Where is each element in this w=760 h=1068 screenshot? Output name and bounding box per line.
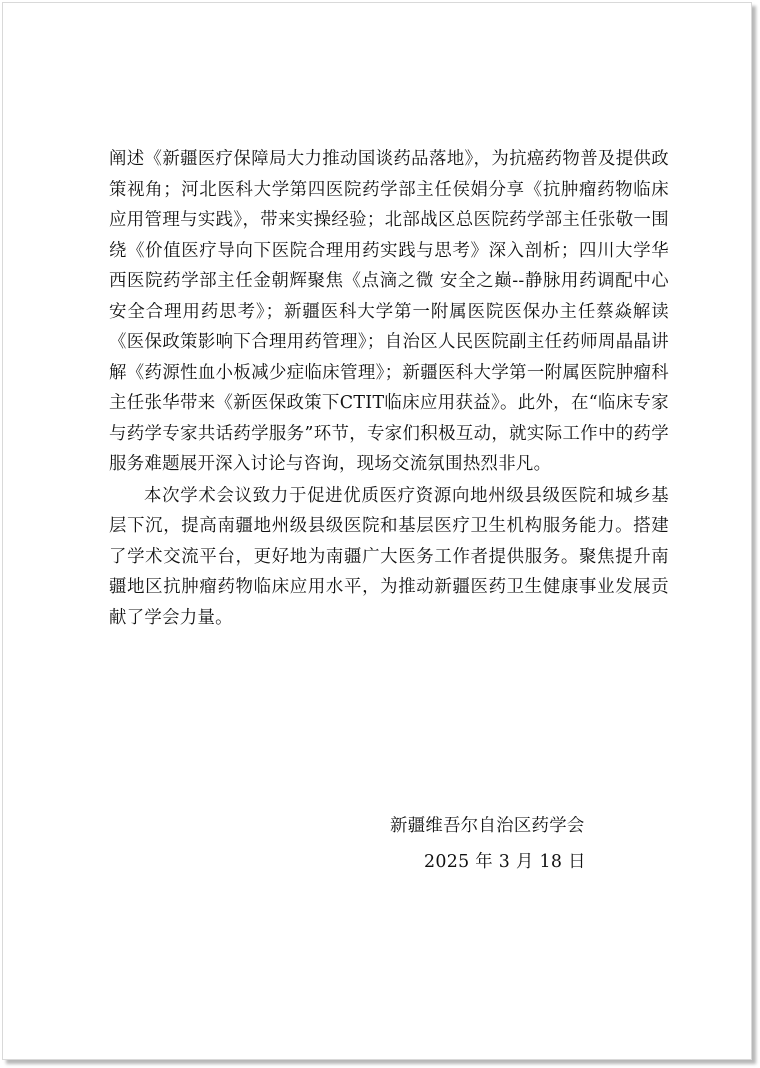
signature-date: 2025 年 3 月 18 日 (424, 852, 586, 872)
paragraph-summary: 本次学术会议致力于促进优质医疗资源向地州级县级医院和城乡基层下沉，提高南疆地州级县级医院和基层医疗卫生机构服务能力。搭建了学术交流平台，更好地为南疆广大医务工作者提供服务。聚焦提升南疆地区抗肿瘤药物临床应用水平，为推动新疆医药卫生健康事业发展贡献了学会力量。 (109, 485, 669, 628)
signature-organization: 新疆维吾尔自治区药学会 (390, 816, 585, 836)
document-body (109, 144, 669, 633)
signature-block (0, 811, 760, 881)
paragraph-speakers: 阐述《新疆医疗保障局大力推动国谈药品落地》，为抗癌药物普及提供政策视角；河北医科大学第四医院药学部主任侯娟分享《抗肿瘤药物临床应用管理与实践》，带来实操经验；北部战区总医院药学部主任张敬一围绕《价值医疗导向下医院合理用药实践与思考》深入剖析；四川大学华西医院药学部主任金朝辉聚焦《点滴之微 安全之巅--静脉用药调配中心安全合理用药思考》；新疆医科大学第一附属医院医保办主任蔡焱解读《医保政策影响下合理用药管理》；自治区人民医院副主任药师周晶晶讲解《药源性血小板减少症临床管理》；新疆医科大学第一附属医院肿瘤科主任张华带来《新医保政策下CTIT临床应用获益》。此外，在“临床专家与药学专家共话药学服务”环节，专家们积极互动，就实际工作中的药学服务难题展开深入讨论与咨询，现场交流氛围热烈非凡。 (109, 149, 669, 474)
